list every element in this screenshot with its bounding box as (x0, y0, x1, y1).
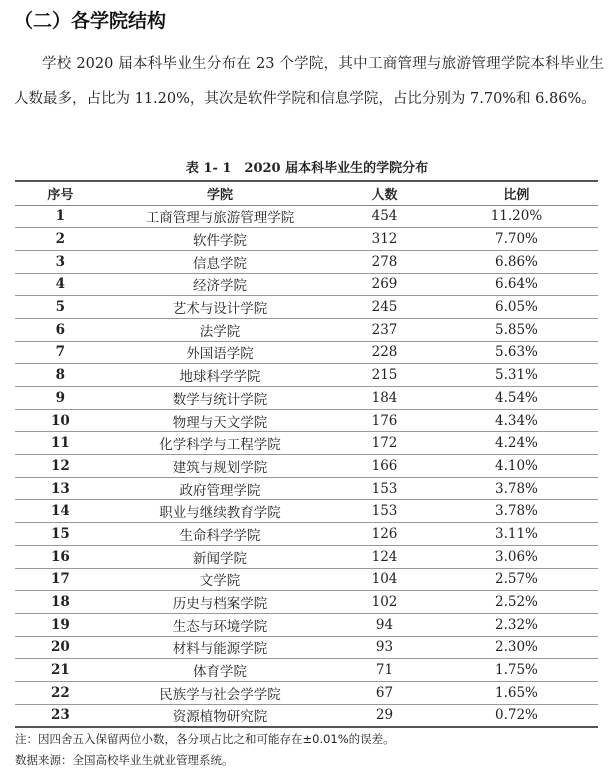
table-row (15, 477, 598, 500)
cell-count: 104 (371, 571, 398, 588)
table-row (15, 681, 598, 704)
intro-paragraph: 学校 2020 届本科毕业生分布在 23 个学院，其中工商管理与旅游管理学院本科毕业生人数最多，占比为 11.20%，其次是软件学院和信息学院，占比分别为 7.70%和 6.86%。 (14, 56, 604, 107)
cell-count: 29 (375, 707, 394, 724)
cell-count: 126 (371, 525, 398, 542)
cell-seq: 9 (55, 389, 66, 406)
college-distribution-table (15, 180, 598, 728)
cell-seq: 22 (50, 684, 70, 701)
table-row (15, 250, 598, 273)
table-row (15, 409, 598, 432)
cell-ratio: 6.05% (494, 299, 538, 316)
cell-ratio: 4.24% (494, 435, 538, 452)
cell-ratio: 3.78% (494, 480, 538, 497)
cell-count: 71 (375, 662, 394, 679)
table-row (15, 228, 598, 251)
cell-count: 312 (371, 231, 398, 248)
cell-ratio: 4.34% (494, 412, 538, 429)
table-row (15, 659, 598, 682)
cell-count: 215 (371, 367, 398, 384)
table-row (15, 591, 598, 614)
cell-seq: 12 (50, 457, 70, 474)
cell-ratio: 2.57% (494, 571, 538, 588)
table-row (15, 523, 598, 546)
cell-ratio: 2.52% (494, 594, 538, 611)
cell-count: 124 (371, 548, 398, 565)
cell-count: 454 (371, 208, 398, 225)
cell-ratio: 5.63% (494, 344, 538, 361)
cell-ratio: 3.06% (494, 548, 538, 565)
cell-ratio: 1.75% (494, 662, 538, 679)
cell-college: 职业与继续教育学院 (159, 505, 281, 522)
cell-count: 67 (375, 684, 394, 701)
table-row (15, 364, 598, 387)
cell-college: 化学科学与工程学院 (159, 437, 281, 454)
cell-college: 外国语学院 (186, 346, 254, 363)
cell-ratio: 4.10% (494, 457, 538, 474)
table-row (15, 500, 598, 523)
cell-seq: 4 (55, 276, 66, 293)
cell-college: 艺术与设计学院 (172, 301, 268, 318)
cell-seq: 6 (55, 321, 66, 338)
cell-ratio: 6.64% (494, 276, 538, 293)
cell-seq: 3 (55, 253, 66, 270)
cell-ratio: 3.11% (494, 525, 538, 542)
table-row (15, 387, 598, 410)
cell-count: 228 (371, 344, 398, 361)
cell-seq: 23 (50, 707, 70, 724)
table-row (15, 341, 598, 364)
header-seq: 序号 (47, 187, 74, 203)
cell-seq: 7 (55, 344, 66, 361)
cell-ratio: 5.31% (494, 367, 538, 384)
header-college: 学院 (206, 187, 233, 203)
data-source: 数据来源：全国高校毕业生就业管理系统。 (15, 753, 234, 767)
cell-seq: 1 (55, 208, 66, 225)
cell-count: 102 (371, 594, 398, 611)
table-row (15, 704, 598, 727)
cell-count: 184 (371, 389, 398, 406)
cell-college: 资源植物研究院 (172, 709, 268, 726)
cell-college: 文学院 (199, 573, 241, 590)
table-header-row (15, 181, 598, 205)
header-count: 人数 (371, 187, 398, 203)
cell-college: 物理与天文学院 (172, 414, 268, 431)
table-row (15, 613, 598, 636)
cell-college: 软件学院 (192, 233, 247, 250)
cell-seq: 14 (50, 503, 70, 520)
cell-college: 建筑与规划学院 (172, 459, 268, 476)
cell-seq: 11 (50, 435, 70, 452)
table-note: 注：因四舍五入保留两位小数，各分项占比之和可能存在±0.01%的误差。 (15, 732, 395, 746)
cell-seq: 2 (55, 231, 66, 248)
cell-count: 237 (371, 321, 398, 338)
cell-seq: 8 (55, 367, 66, 384)
cell-count: 93 (375, 639, 394, 656)
cell-college: 法学院 (199, 323, 241, 340)
cell-college: 生态与环境学院 (172, 618, 268, 635)
cell-college: 民族学与社会学学院 (159, 686, 281, 703)
section-heading: （二）各学院结构 (14, 10, 167, 32)
table-caption: 表 1- 1 2020 届本科毕业生的学院分布 (185, 161, 429, 176)
cell-count: 153 (371, 480, 398, 497)
table-row (15, 568, 598, 591)
cell-seq: 10 (50, 412, 70, 429)
cell-ratio: 2.30% (494, 639, 538, 656)
cell-seq: 19 (50, 616, 70, 633)
cell-ratio: 5.85% (494, 321, 538, 338)
cell-seq: 20 (50, 639, 70, 656)
cell-ratio: 4.54% (494, 389, 538, 406)
cell-ratio: 1.65% (494, 684, 538, 701)
cell-college: 生命科学学院 (179, 527, 261, 544)
cell-ratio: 3.78% (494, 503, 538, 520)
cell-count: 245 (371, 299, 398, 316)
cell-ratio: 6.86% (494, 253, 538, 270)
header-ratio: 比例 (503, 187, 530, 203)
table-row (15, 318, 598, 341)
cell-count: 94 (375, 616, 394, 633)
cell-college: 经济学院 (192, 278, 247, 295)
table-row (15, 205, 598, 228)
table-row (15, 273, 598, 296)
cell-ratio: 11.20% (490, 208, 543, 225)
cell-seq: 15 (50, 525, 70, 542)
cell-college: 信息学院 (192, 255, 247, 272)
cell-college: 地球科学学院 (179, 369, 261, 386)
table-row (15, 636, 598, 659)
cell-college: 政府管理学院 (179, 482, 261, 499)
cell-seq: 13 (50, 480, 70, 497)
table-row (15, 432, 598, 455)
cell-count: 176 (371, 412, 398, 429)
cell-ratio: 0.72% (494, 707, 538, 724)
cell-college: 工商管理与旅游管理学院 (145, 210, 295, 227)
table-row (15, 545, 598, 568)
cell-college: 材料与能源学院 (172, 641, 268, 658)
cell-college: 体育学院 (192, 664, 247, 681)
cell-seq: 16 (50, 548, 70, 565)
cell-ratio: 7.70% (494, 231, 538, 248)
cell-count: 269 (371, 276, 398, 293)
cell-seq: 5 (55, 299, 66, 316)
cell-count: 278 (371, 253, 398, 270)
cell-college: 历史与档案学院 (172, 596, 268, 613)
cell-seq: 21 (50, 662, 70, 679)
cell-seq: 17 (50, 571, 70, 588)
cell-count: 172 (371, 435, 398, 452)
cell-seq: 18 (50, 594, 70, 611)
table-row (15, 455, 598, 478)
cell-college: 新闻学院 (192, 550, 247, 567)
table-row (15, 296, 598, 319)
cell-count: 153 (371, 503, 398, 520)
cell-count: 166 (371, 457, 398, 474)
cell-ratio: 2.32% (494, 616, 538, 633)
cell-college: 数学与统计学院 (172, 391, 268, 408)
